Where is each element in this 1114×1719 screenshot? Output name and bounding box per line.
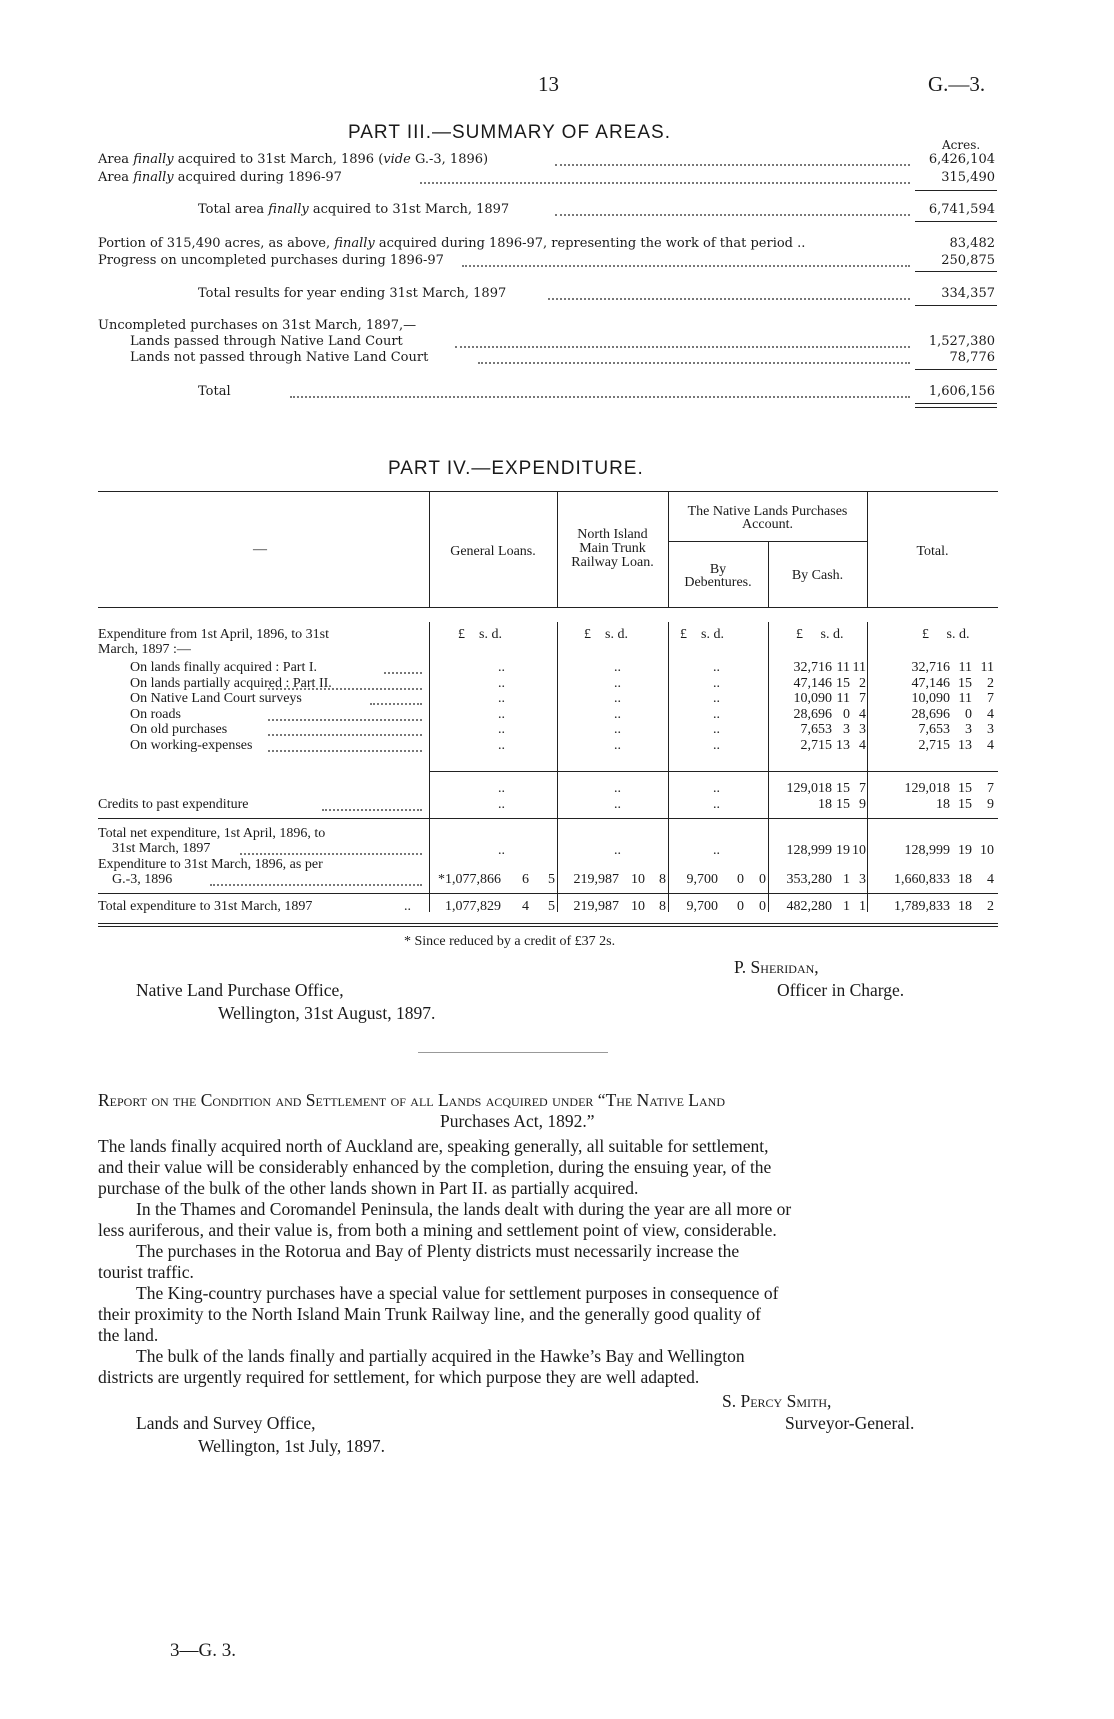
prior-label-1: Expenditure to 31st March, 1896, as per	[98, 857, 323, 872]
grand-total-s: 18	[958, 899, 972, 914]
uncompleted-total-value: 1,606,156	[928, 384, 995, 399]
para1-line1: The lands finally acquired north of Auckland are, speaking generally, all suitable for settlement,	[98, 1136, 769, 1156]
item-cash-s: 11	[836, 691, 850, 706]
grand-cash-pounds: 482,280	[786, 899, 832, 914]
grand-total-pounds: 1,789,833	[894, 899, 950, 914]
prior-deb-s: 0	[737, 872, 744, 887]
item-total-d: 7	[987, 691, 994, 706]
grand-cash-s: 1	[843, 899, 850, 914]
net-deb-dots: ..	[713, 843, 720, 858]
item-north-dots: ..	[614, 691, 621, 706]
grand-general-s: 4	[522, 899, 529, 914]
credits-total-d: 9	[987, 797, 994, 812]
item-total-s: 15	[958, 676, 972, 691]
lands-not-passed-row: Lands not passed through Native Land Court	[130, 350, 429, 365]
item-general-dots: ..	[498, 691, 505, 706]
uncompleted-heading: Uncompleted purchases on 31st March, 1897,—	[98, 318, 417, 333]
item-north-dots: ..	[614, 707, 621, 722]
grand-north-s: 10	[631, 899, 645, 914]
total-area-row: Total area finally acquired to 31st March, 1897	[198, 202, 510, 217]
currency-general: £ s. d.	[458, 627, 502, 642]
total-results-value: 334,357	[941, 286, 995, 301]
item-cash-s: 11	[836, 660, 850, 675]
item-total-pounds: 7,653	[918, 722, 950, 737]
prior-cash-s: 1	[843, 872, 850, 887]
prior-general-d: 5	[548, 872, 555, 887]
page-number: 13	[538, 72, 559, 96]
subtotal-total-s: 15	[958, 781, 972, 796]
item-cash-d: 7	[859, 691, 866, 706]
item-cash-d: 3	[859, 722, 866, 737]
prior-label-2: G.-3, 1896	[112, 872, 173, 887]
item-total-s: 3	[965, 722, 972, 737]
currency-debentures: £ s. d.	[680, 627, 724, 642]
header-native-group-2: Account.	[742, 517, 793, 532]
item-total-pounds: 28,696	[911, 707, 950, 722]
net-total-pounds: 128,999	[904, 843, 950, 858]
item-total-s: 11	[958, 660, 972, 675]
item-cash-d: 2	[859, 676, 866, 691]
item-total-d: 2	[987, 676, 994, 691]
prior-north-d: 8	[659, 872, 666, 887]
credits-north-dots: ..	[614, 797, 621, 812]
item-cash-d: 4	[859, 707, 866, 722]
credits-cash-s: 15	[836, 797, 850, 812]
subtotal-cash-pounds: 129,018	[786, 781, 832, 796]
document-code: G.—3.	[928, 72, 986, 96]
prior-cash-pounds: 353,280	[786, 872, 832, 887]
lands-passed-row: Lands passed through Native Land Court	[130, 334, 403, 349]
exp-label-1: Expenditure from 1st April, 1896, to 31st	[98, 627, 329, 642]
header-debentures-1: By	[709, 562, 727, 577]
subtotal-total-d: 7	[987, 781, 994, 796]
item-general-dots: ..	[498, 707, 505, 722]
item-label: On old purchases	[130, 722, 228, 737]
prior-north-s: 10	[631, 872, 645, 887]
item-total-pounds: 47,146	[911, 676, 950, 691]
exp-label-2: March, 1897 :—	[98, 642, 191, 657]
header-debentures-2: Debentures.	[684, 575, 752, 590]
item-deb-dots: ..	[713, 691, 720, 706]
item-total-pounds: 10,090	[911, 691, 950, 706]
item-north-dots: ..	[614, 722, 621, 737]
area-row-2: Area finally acquired during 1896-97	[98, 170, 342, 185]
item-label: On lands partially acquired : Part II.	[130, 676, 332, 691]
credits-cash-d: 9	[859, 797, 866, 812]
subtotal-cash-d: 7	[859, 781, 866, 796]
item-cash-d: 11	[852, 660, 866, 675]
net-total-d: 10	[980, 843, 994, 858]
footnote: * Since reduced by a credit of £37 2s.	[404, 934, 616, 949]
header-total: Total.	[916, 544, 949, 559]
grand-north-d: 8	[659, 899, 666, 914]
header-north-island-3: Railway Loan.	[571, 555, 654, 570]
item-north-dots: ..	[614, 676, 621, 691]
progress-row: Progress on uncompleted purchases during 1896-97	[98, 253, 444, 268]
portion-value: 83,482	[949, 236, 995, 251]
item-total-s: 0	[965, 707, 972, 722]
footer-code: 3—G. 3.	[170, 1640, 236, 1661]
net-label-2: 31st March, 1897	[112, 841, 211, 856]
area-row-1: Area finally acquired to 31st March, 1896 (vide G.-3, 1896)	[98, 152, 489, 167]
item-total-pounds: 32,716	[911, 660, 950, 675]
grand-total-label: Total expenditure to 31st March, 1897	[98, 899, 313, 914]
para2-line1: In the Thames and Coromandel Peninsula, the lands dealt with during the year are all more or	[136, 1199, 792, 1219]
currency-north: £ s. d.	[584, 627, 628, 642]
lands-passed-value: 1,527,380	[928, 334, 995, 349]
item-label: On working-expenses	[130, 738, 253, 753]
item-total-s: 11	[958, 691, 972, 706]
part3-title: PART III.—SUMMARY OF AREAS.	[348, 122, 671, 143]
item-label: On lands finally acquired : Part I.	[130, 660, 318, 675]
net-total-s: 19	[958, 843, 972, 858]
item-deb-dots: ..	[713, 676, 720, 691]
item-cash-pounds: 28,696	[793, 707, 832, 722]
para4-line1: The King-country purchases have a special value for settlement purposes in consequence of	[136, 1283, 779, 1303]
part4-title: PART IV.—EXPENDITURE.	[388, 458, 644, 479]
prior-total-s: 18	[958, 872, 972, 887]
item-total-pounds: 2,715	[918, 738, 950, 753]
item-cash-pounds: 7,653	[800, 722, 832, 737]
net-cash-pounds: 128,999	[786, 843, 832, 858]
sig1-office: Native Land Purchase Office,	[136, 980, 344, 1000]
item-deb-dots: ..	[713, 660, 720, 675]
para4-line2: their proximity to the North Island Main Trunk Railway line, and the generally good quality of	[98, 1304, 761, 1324]
prior-deb-d: 0	[759, 872, 766, 887]
item-cash-s: 15	[836, 676, 850, 691]
header-first-col: —	[253, 542, 267, 557]
acres-unit-label: Acres.	[942, 138, 981, 152]
prior-total-d: 4	[987, 872, 994, 887]
header-native-group-1: The Native Lands Purchases	[687, 504, 848, 519]
item-general-dots: ..	[498, 722, 505, 737]
uncompleted-total-label: Total	[198, 384, 231, 399]
item-general-dots: ..	[498, 738, 505, 753]
item-cash-s: 0	[843, 707, 850, 722]
subtotal-cash-s: 15	[836, 781, 850, 796]
item-deb-dots: ..	[713, 738, 720, 753]
grand-deb-d: 0	[759, 899, 766, 914]
item-cash-d: 4	[859, 738, 866, 753]
currency-total: £ s. d.	[922, 627, 970, 642]
sig2-name: S. Percy Smith,	[722, 1391, 832, 1411]
credits-cash-pounds: 18	[818, 797, 832, 812]
item-total-d: 11	[980, 660, 994, 675]
grand-north-pounds: 219,987	[573, 899, 619, 914]
item-north-dots: ..	[614, 660, 621, 675]
prior-general-s: 6	[522, 872, 529, 887]
prior-total-pounds: 1,660,833	[894, 872, 950, 887]
subtotal-total-pounds: 129,018	[904, 781, 950, 796]
sig1-date: Wellington, 31st August, 1897.	[218, 1003, 436, 1023]
subtotal-north-dots: ..	[614, 781, 621, 796]
sig2-title: Surveyor-General.	[785, 1413, 915, 1433]
para3-line2: tourist traffic.	[98, 1262, 194, 1282]
header-north-island-1: North Island	[577, 527, 648, 542]
item-cash-pounds: 32,716	[793, 660, 832, 675]
subtotal-general-dots: ..	[498, 781, 505, 796]
sig1-name: P. Sheridan,	[734, 957, 819, 977]
para1-line2: and their value will be considerably enhanced by the completion, during the ensuing year, of the	[98, 1157, 772, 1177]
item-cash-s: 13	[836, 738, 850, 753]
grand-cash-d: 1	[859, 899, 866, 914]
currency-cash: £ s. d.	[796, 627, 844, 642]
item-total-d: 4	[987, 707, 994, 722]
item-north-dots: ..	[614, 738, 621, 753]
header-north-island-2: Main Trunk	[579, 541, 646, 556]
para1-line3: purchase of the bulk of the other lands shown in Part II. as partially acquired.	[98, 1178, 639, 1198]
lands-not-passed-value: 78,776	[949, 350, 995, 365]
prior-general-pounds: *1,077,866	[438, 872, 501, 887]
net-cash-d: 10	[852, 843, 866, 858]
item-total-d: 3	[987, 722, 994, 737]
item-cash-pounds: 47,146	[793, 676, 832, 691]
credits-general-dots: ..	[498, 797, 505, 812]
net-label-1: Total net expenditure, 1st April, 1896, to	[98, 826, 326, 841]
item-cash-s: 3	[843, 722, 850, 737]
portion-row: Portion of 315,490 acres, as above, finally acquired during 1896-97, representing the work of that period ..	[98, 236, 806, 251]
sig2-date: Wellington, 1st July, 1897.	[198, 1436, 386, 1456]
header-by-cash: By Cash.	[791, 568, 844, 583]
item-label: On Native Land Court surveys	[130, 691, 302, 706]
report-title-2: Purchases Act, 1892.”	[440, 1111, 595, 1131]
progress-value: 250,875	[941, 253, 995, 268]
grand-general-d: 5	[548, 899, 555, 914]
net-north-dots: ..	[614, 843, 621, 858]
grand-total-d: 2	[987, 899, 994, 914]
prior-deb-pounds: 9,700	[686, 872, 718, 887]
total-results-row: Total results for year ending 31st March, 1897	[198, 286, 507, 301]
sig2-office: Lands and Survey Office,	[136, 1413, 316, 1433]
area-row-2-value: 315,490	[941, 170, 995, 185]
item-general-dots: ..	[498, 660, 505, 675]
header-general-loans: General Loans.	[450, 544, 536, 559]
credits-total-s: 15	[958, 797, 972, 812]
grand-deb-s: 0	[737, 899, 744, 914]
subtotal-deb-dots: ..	[713, 781, 720, 796]
para4-line3: the land.	[98, 1325, 159, 1345]
net-cash-s: 19	[836, 843, 850, 858]
sig1-title: Officer in Charge.	[777, 980, 905, 1000]
area-row-1-value: 6,426,104	[928, 152, 995, 167]
item-general-dots: ..	[498, 676, 505, 691]
credits-deb-dots: ..	[713, 797, 720, 812]
total-area-value: 6,741,594	[928, 202, 995, 217]
item-total-s: 13	[958, 738, 972, 753]
grand-general-pounds: 1,077,829	[445, 899, 501, 914]
para5-line1: The bulk of the lands finally and partially acquired in the Hawke’s Bay and Wellington	[136, 1346, 745, 1366]
item-cash-pounds: 10,090	[793, 691, 832, 706]
item-cash-pounds: 2,715	[800, 738, 832, 753]
para5-line2: districts are urgently required for settlement, for which purpose they are well adapted.	[98, 1367, 700, 1387]
grand-deb-pounds: 9,700	[686, 899, 718, 914]
item-deb-dots: ..	[713, 707, 720, 722]
item-label: On roads	[130, 707, 181, 722]
prior-north-pounds: 219,987	[573, 872, 619, 887]
para3-line1: The purchases in the Rotorua and Bay of Plenty districts must necessarily increase the	[136, 1241, 740, 1261]
credits-total-pounds: 18	[936, 797, 950, 812]
report-title-1: Report on the Condition and Settlement of all Lands acquired under “The Native Land	[98, 1090, 725, 1110]
para2-line2: less auriferous, and their value is, from both a mining and settlement point of view, considerable.	[98, 1220, 777, 1240]
item-total-d: 4	[987, 738, 994, 753]
item-deb-dots: ..	[713, 722, 720, 737]
credits-label: Credits to past expenditure	[98, 797, 249, 812]
prior-cash-d: 3	[859, 872, 866, 887]
net-general-dots: ..	[498, 843, 505, 858]
